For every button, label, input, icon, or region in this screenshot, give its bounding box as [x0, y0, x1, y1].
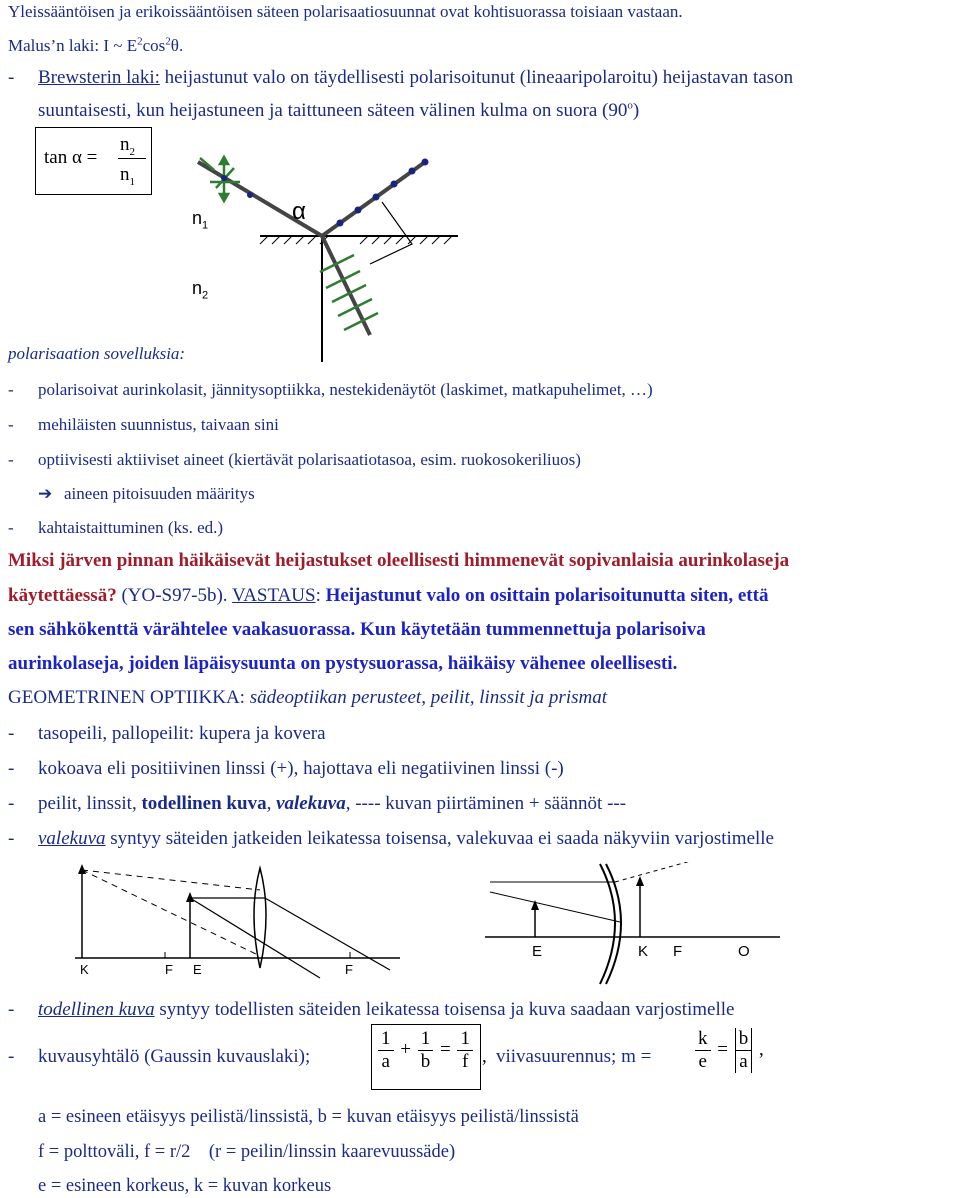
answer-line-3: aurinkolaseja, joiden läpäisysuunta on pystysuorassa, häikäisy vähenee oleellisesti.	[8, 653, 678, 674]
line-brewster-cont	[38, 99, 639, 123]
formula-denominator: $n_1$	[120, 164, 135, 188]
brewster-diagram	[180, 140, 480, 365]
brewster-text: heijastunut valo on täydellisesti polarisoitunut (lineaaripolaroitu) heijastavan tason	[159, 67, 794, 88]
mirror-label-e: E	[532, 943, 543, 960]
malus-post: θ.	[170, 36, 184, 55]
denominator-sub: 1	[129, 175, 135, 188]
brewster-label: Brewsterin laki:	[38, 67, 160, 88]
ray-extension	[82, 870, 260, 890]
magnification-equation: $\frac{k}{e}$ = $\frac{b}{a}$ ,	[693, 1028, 764, 1073]
definition-line: e = esineen korkeus, k = kuvan korkeus	[38, 1176, 332, 1196]
geometric-item: - peilit, linssit, todellinen kuva, valekuva, ---- kuvan piirtäminen + säännöt ---	[8, 793, 627, 814]
convex-lens	[254, 868, 266, 968]
formula-tan: tan α =	[44, 147, 98, 168]
malus-pre: Malus’n laki: I ~ E	[8, 36, 138, 55]
line-brewster-law	[8, 66, 793, 90]
question-line-2: käytettäessä? (YO-S97-5b). VASTAUS: Heijastunut valo on osittain polarisoitunutta siten, että	[8, 585, 769, 606]
label-n1: $n_1$	[192, 208, 209, 232]
question-line-1: Miksi järven pinnan häikäisevät heijastukset oleellisesti himmenevät sopivanlaisia aurinkolaseja	[8, 550, 790, 571]
label-n2: $n_2$	[192, 278, 209, 302]
incoming-ray	[490, 892, 620, 922]
answer-line-2: sen sähkökenttä värähtelee vaakasuorassa. Kun käytetään tummennettuja polarisoiva	[8, 619, 706, 640]
gauss-equation: $\frac{1}{a}$ + $\frac{1}{b}$ = $\frac{1}{f}$	[376, 1028, 475, 1073]
refracted-polarization-arrows	[320, 255, 378, 330]
definition-line: a = esineen etäisyys peilistä/linssistä, b = kuvan etäisyys peilistä/linssistä	[38, 1107, 579, 1127]
application-subitem: ➔ aineen pitoisuuden määritys	[38, 482, 255, 506]
ray-refracted	[265, 898, 390, 970]
geometric-item: - tasopeili, pallopeilit: kupera ja kovera	[8, 723, 326, 744]
formula-fraction-bar	[118, 158, 146, 159]
label-alpha: α	[292, 198, 306, 225]
brewster-close: )	[632, 100, 640, 121]
mirror-label-f: F	[673, 943, 683, 960]
lens-label-e: E	[193, 962, 202, 977]
ray-through-center	[190, 898, 320, 978]
application-item: - mehiläisten suunnistus, taivaan sini	[8, 415, 279, 434]
lens-label-f-left: F	[165, 962, 173, 977]
magnification-label: viivasuurennus; m =	[496, 1046, 652, 1067]
formula-numerator: $n_2$	[120, 134, 135, 158]
gauss-item: - kuvausyhtälö (Gaussin kuvauslaki);	[8, 1046, 311, 1067]
right-angle-marker	[370, 202, 412, 264]
application-item: - optiivisesti aktiiviset aineet (kiertävät polarisaatiotasoa, esim. ruokosokeriliuos)	[8, 450, 581, 469]
applications-heading: polarisaation sovelluksia:	[8, 344, 186, 363]
numerator-sub: 2	[129, 145, 135, 158]
mirror-label-o: O	[738, 943, 750, 960]
malus-sup2: 2	[165, 35, 171, 48]
geometric-item: - valekuva syntyy säteiden jatkeiden leikatessa toisensa, valekuvaa ei saada näkyviin varjostimelle	[8, 828, 774, 849]
application-item: - kahtaistaittuminen (ks. ed.)	[8, 518, 224, 537]
bullet-dash: -	[8, 67, 15, 88]
geometric-optics-heading: GEOMETRINEN OPTIIKKA: sädeoptiikan perusteet, peilit, linssit ja prismat	[8, 687, 607, 708]
brewster-deg: o	[627, 99, 633, 112]
lens-label-f-right: F	[345, 962, 353, 977]
mirror-label-k: K	[638, 943, 649, 960]
line-polarization-directions: Yleissääntöisen ja erikoissääntöisen säteen polarisaatiosuunnat ovat kohtisuorassa toisiaan vastaan.	[8, 2, 683, 21]
ray-extension	[82, 870, 260, 956]
lens-virtual-image-diagram	[70, 858, 410, 988]
reflected-extension	[615, 862, 705, 882]
gauss-comma: ,	[482, 1046, 487, 1067]
arrow-icon: ➔	[38, 484, 53, 503]
lens-label-k: K	[80, 962, 89, 977]
vastaus-label: VASTAUS	[231, 585, 316, 606]
malus-sup1: 2	[137, 35, 143, 48]
malus-mid: cos	[142, 36, 166, 55]
geometric-item: - kokoava eli positiivinen linssi (+), hajottava eli negatiivinen linssi (-)	[8, 758, 564, 779]
incident-polarization-arrows	[200, 157, 253, 201]
definition-line: f = polttoväli, f = r/2 (r = peilin/linssin kaarevuussäde)	[38, 1142, 456, 1162]
line-malus-law	[8, 34, 183, 58]
mirror-virtual-image-diagram	[480, 862, 790, 987]
application-item: - polarisoivat aurinkolasit, jännitysoptiikka, nestekidenäytöt (laskimet, matkapuhelimet, …)	[8, 380, 653, 399]
brewster-text2: suuntaisesti, kun heijastuneen ja taittuneen säteen välinen kulma on suora (90	[38, 100, 628, 121]
real-image-item: - todellinen kuva syntyy todellisten säteiden leikatessa toisensa ja kuva saadaan varjostimelle	[8, 999, 735, 1020]
